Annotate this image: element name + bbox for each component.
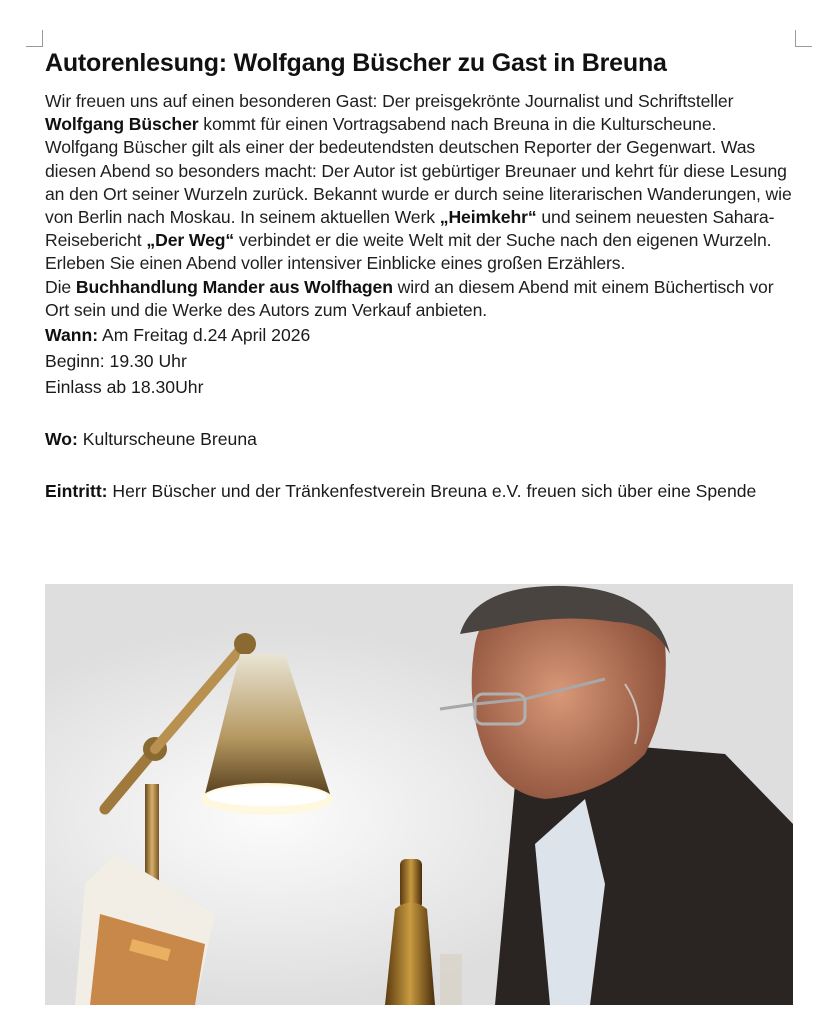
book-title-heimkehr: „Heimkehr“ <box>439 207 537 228</box>
photo-illustration <box>45 584 793 1005</box>
document-page <box>45 48 795 504</box>
article-body <box>45 90 795 322</box>
about-paragraph: Wolfgang Büscher gilt als einer der bedeutendsten deutschen Reporter der Gegenwart. Was diesen Abend so besonders macht: Der Autor ist gebürtiger Breunaer und kehrt für diese Lesung an den Ort seiner Wurzeln zurück. Bekannt wurde er durch seine literarischen Wanderungen, wie von Berlin nach Moskau. In seinem aktuellen Werk „Heimkehr“ und seinem neuesten Sahara-Reisebericht „Der Weg“ verbindet er die weite Welt mit der Suche nach den eigenen Wurzeln. <box>45 137 792 251</box>
start-time-line: Beginn: 19.30 Uhr <box>45 351 187 372</box>
invitation-paragraph: Erleben Sie einen Abend voller intensiver Einblicke eines großen Erzählers. <box>45 253 626 274</box>
location-line: Wo: Kulturscheune Breuna <box>45 429 257 450</box>
crop-mark-top-left <box>26 30 43 47</box>
bookshop-paragraph: Die Buchhandlung Mander aus Wolfhagen wird an diesem Abend mit einem Büchertisch vor Ort sein und die Werke des Autors zum Verkauf anbieten. <box>45 276 774 320</box>
crop-mark-top-right <box>795 30 812 47</box>
bookshop-name: Buchhandlung Mander aus Wolfhagen <box>75 276 393 297</box>
date-line: Wann: Am Freitag d.24 April 2026 <box>45 325 311 346</box>
doors-open-line: Einlass ab 18.30Uhr <box>45 377 204 398</box>
admission-line: Eintritt: Herr Büscher und der Tränkenfestverein Breuna e.V. freuen sich über eine Spende <box>45 481 757 502</box>
page-title: Autorenlesung: Wolfgang Büscher zu Gast in Breuna <box>45 49 667 77</box>
author-reading-photo <box>45 584 793 1005</box>
event-details <box>45 322 795 504</box>
author-name: Wolfgang Büscher <box>45 114 199 135</box>
intro-paragraph: Wir freuen uns auf einen besonderen Gast: Der preisgekrönte Journalist und Schriftsteller Wolfgang Büscher kommt für einen Vortragsabend nach Breuna in die Kulturscheune. <box>45 91 734 135</box>
book-title-der-weg: „Der Weg“ <box>146 230 235 251</box>
